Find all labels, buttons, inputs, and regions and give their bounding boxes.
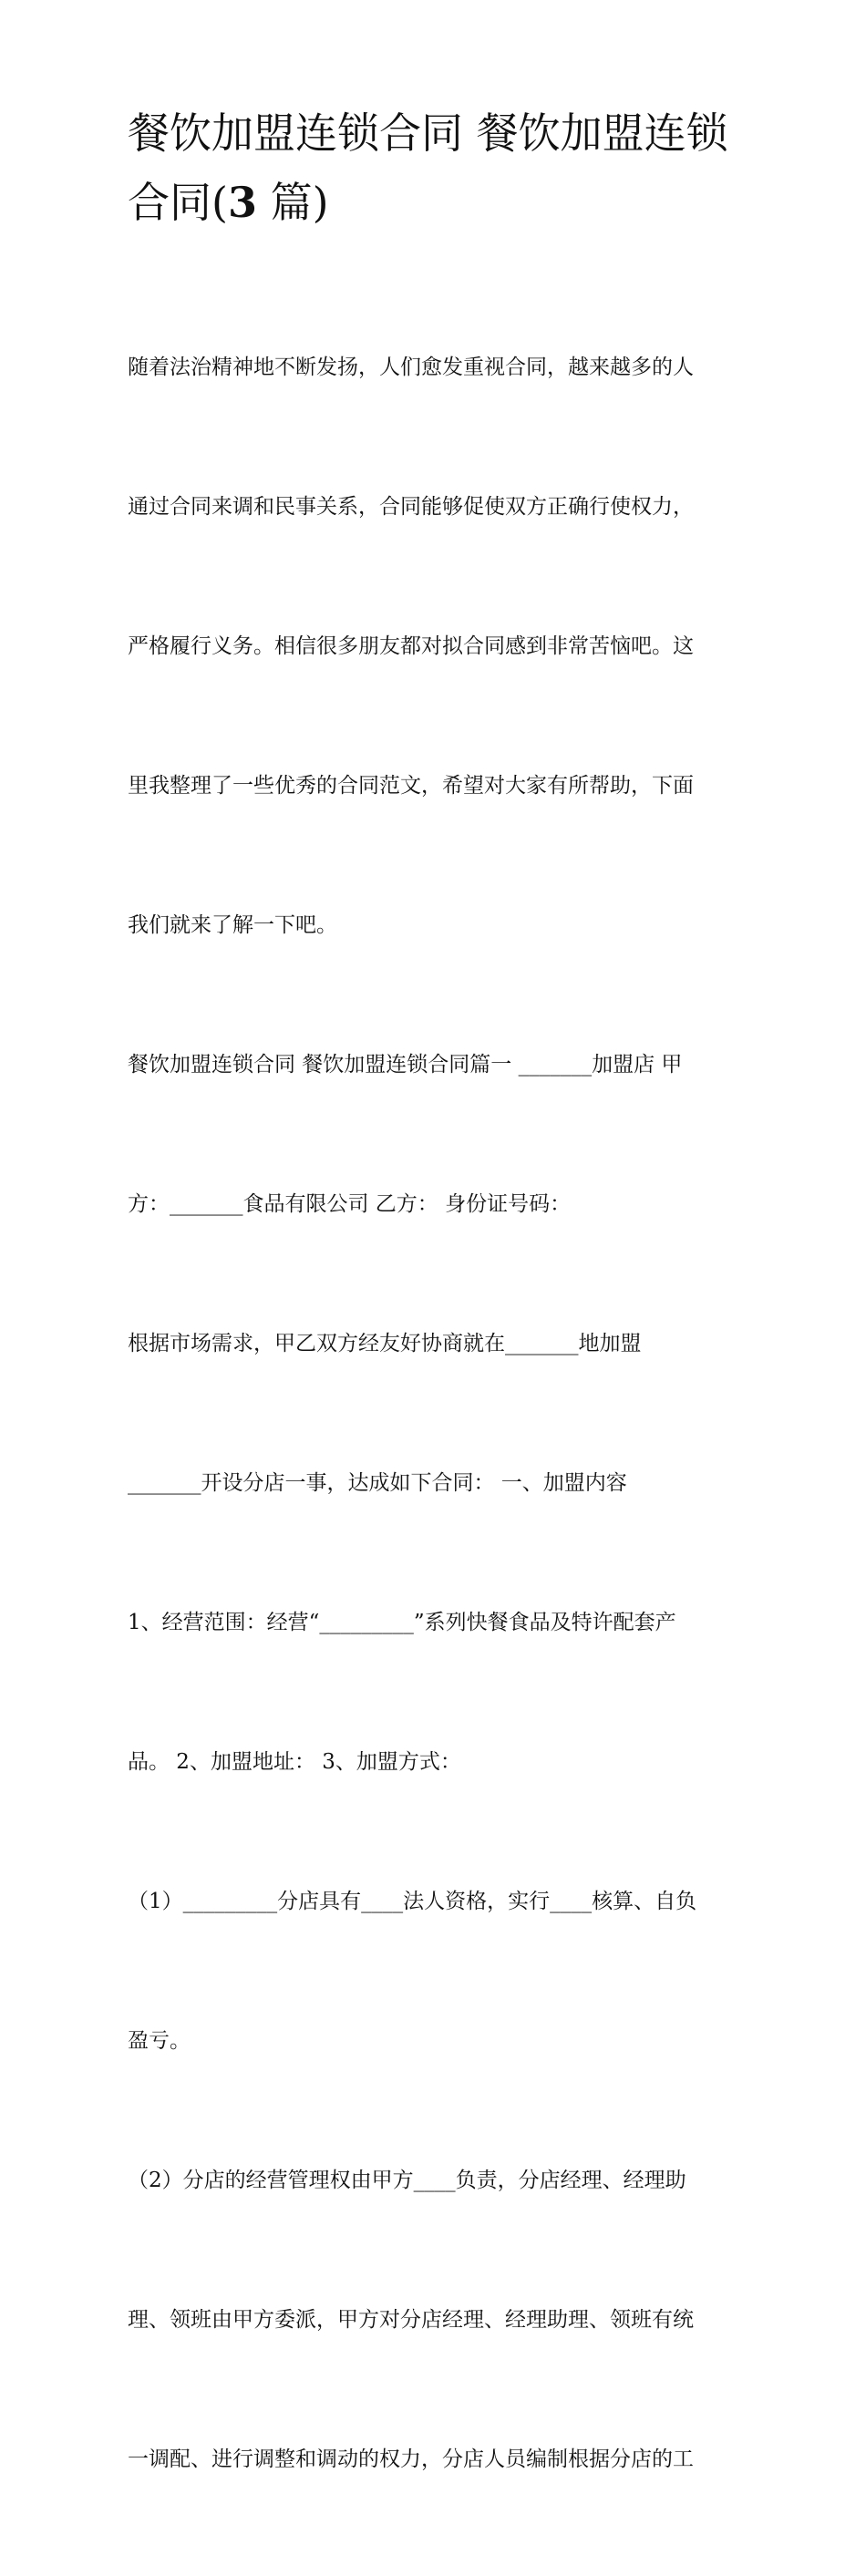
title-text-3: 篇) xyxy=(256,178,329,227)
body-line-4: 里我整理了一些优秀的合同范文，希望对大家有所帮助，下面 xyxy=(128,774,694,798)
body-line-3: 严格履行义务。相信很多朋友都对拟合同感到非常苦恼吧。这 xyxy=(128,634,694,658)
body-line-11: 品。 2、加盟地址： 3、加盟方式： xyxy=(128,1750,461,1774)
body-line-5: 我们就来了解一下吧。 xyxy=(128,913,337,937)
body-line-9: _______开设分店一事，达成如下合同： 一、加盟内容 xyxy=(128,1471,627,1495)
body-line-8: 根据市场需求，甲乙双方经友好协商就在_______地加盟 xyxy=(128,1332,642,1355)
document-title xyxy=(128,98,747,237)
title-text-1: 餐饮加盟连锁合同 餐饮加盟连锁合同( xyxy=(128,108,728,227)
body-line-6: 餐饮加盟连锁合同 餐饮加盟连锁合同篇一 _______加盟店 甲 xyxy=(128,1053,683,1077)
body-line-13: 盈亏。 xyxy=(128,2029,191,2053)
body-line-1: 随着法治精神地不断发扬，人们愈发重视合同，越来越多的人 xyxy=(128,355,694,379)
body-line-14: （2）分店的经营管理权由甲方____负责，分店经理、经理助 xyxy=(128,2169,686,2192)
body-line-7: 方：_______食品有限公司 乙方： 身份证号码： xyxy=(128,1192,572,1216)
title-text-2: 3 xyxy=(227,178,257,227)
body-line-12: （1）_________分店具有____法人资格，实行____核算、自负 xyxy=(128,1890,697,1913)
body-line-15: 理、领班由甲方委派，甲方对分店经理、经理助理、领班有统 xyxy=(128,2308,694,2332)
body-line-2: 通过合同来调和民事关系，合同能够促使双方正确行使权力， xyxy=(128,495,694,519)
document-body xyxy=(128,252,747,2576)
body-line-16: 一调配、进行调整和调动的权力，分店人员编制根据分店的工 xyxy=(128,2447,694,2471)
body-line-10: 1、经营范围：经营“_________”系列快餐食品及特许配套产 xyxy=(128,1611,676,1634)
document-page xyxy=(128,98,747,2576)
